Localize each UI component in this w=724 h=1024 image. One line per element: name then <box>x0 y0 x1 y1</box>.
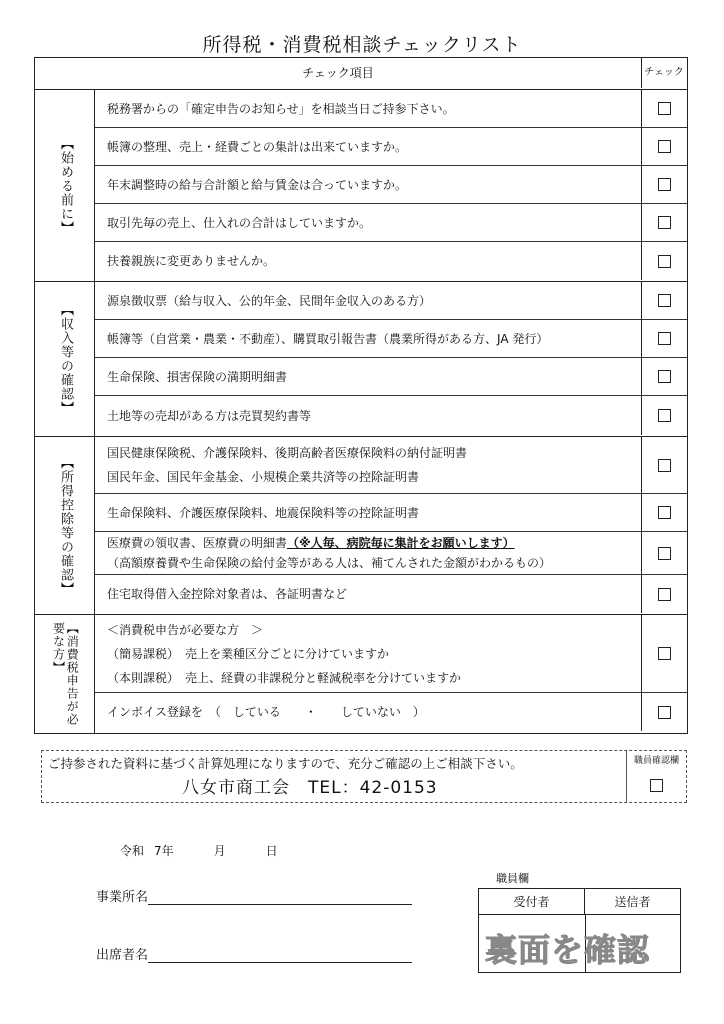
checkbox[interactable] <box>658 216 671 229</box>
list-item <box>95 575 687 613</box>
header-items: チェック項目 <box>302 66 374 80</box>
table-header <box>35 58 687 90</box>
date-month: 月 <box>213 844 226 858</box>
notice-box <box>41 750 687 803</box>
organization-contact: 八女市商工会 TEL：42-0153 <box>182 778 438 798</box>
staff-check-label: 職員確認欄 <box>633 756 679 766</box>
section-consumption-tax <box>35 615 687 733</box>
staff-table-caption: 職員欄 <box>496 872 529 885</box>
attendee-name-line[interactable] <box>148 946 412 963</box>
staff-check-cell <box>626 751 686 802</box>
date-line <box>120 842 278 859</box>
list-item <box>95 320 687 358</box>
attendee-name-field[interactable] <box>96 944 412 963</box>
item-text: 住宅取得借入金控除対象者は、各証明書など <box>107 587 348 601</box>
item-text: ＜消費税申告が必要な方 ＞ <box>107 622 264 637</box>
date-era: 令和 <box>120 844 145 858</box>
item-text: 生命保険、損害保険の満期明細書 <box>107 369 288 384</box>
staff-col-receiver: 受付者 <box>479 889 585 915</box>
checkbox[interactable] <box>658 647 671 660</box>
business-name-line[interactable] <box>148 888 412 905</box>
item-text: 帳簿等（自営業・農業・不動産）、購買取引報告書（農業所得がある方、JA 発行） <box>107 331 549 346</box>
notice-text: ご持参された資料に基づく計算処理になりますので、充分ご確認の上ご相談下さい。 <box>48 756 523 771</box>
business-name-label: 事業所名 <box>96 890 149 905</box>
staff-checkbox[interactable] <box>650 779 663 792</box>
list-item <box>95 693 687 731</box>
list-item <box>95 90 687 128</box>
header-check: チェック <box>641 58 686 88</box>
checkbox[interactable] <box>658 588 671 601</box>
item-text: 土地等の売却がある方は売買契約書等 <box>107 408 312 423</box>
checkbox[interactable] <box>658 409 671 422</box>
checkbox[interactable] <box>658 332 671 345</box>
staff-table <box>478 888 681 973</box>
date-day: 日 <box>265 844 278 858</box>
checkbox[interactable] <box>658 294 671 307</box>
item-text: （本則課税） 売上、経費の非課税分と軽減税率を分けていますか <box>107 670 462 685</box>
section-label: 【消費税申告が必要な方】 <box>35 615 95 733</box>
section-label: 【始める前に】 <box>35 90 95 281</box>
item-text: （簡易課税） 売上を業種区分ごとに分けていますか <box>107 646 390 661</box>
list-item <box>95 358 687 396</box>
checkbox[interactable] <box>658 459 671 472</box>
list-item <box>95 532 687 575</box>
item-text: 取引先毎の売上、仕入れの合計はしていますか。 <box>107 215 372 230</box>
item-text: 医療費の領収書、医療費の明細書 <box>107 536 288 550</box>
list-item <box>95 282 687 320</box>
page-title: 所得税・消費税相談チェックリスト <box>202 34 522 56</box>
staff-col-sender: 送信者 <box>585 889 680 915</box>
checkbox[interactable] <box>658 506 671 519</box>
item-text: 扶養親族に変更ありませんか。 <box>107 254 276 268</box>
item-text: 帳簿の整理、売上・経費ごとの集計は出来ていますか。 <box>107 139 408 154</box>
checkbox[interactable] <box>658 547 671 560</box>
item-text: 生命保険料、介護医療保険料、地震保険料等の控除証明書 <box>107 505 420 520</box>
checkbox[interactable] <box>658 178 671 191</box>
item-text: 年末調整時の給与合計額と給与賃金は合っていますか。 <box>107 177 408 192</box>
item-text: （高額療養費や生命保険の給付金等がある人は、補てんされた金額がわかるもの） <box>107 556 552 570</box>
list-item <box>95 396 687 435</box>
checkbox[interactable] <box>658 255 671 268</box>
see-reverse-stamp: 裏面を確認 <box>485 931 651 969</box>
section-deduction-check <box>35 437 687 615</box>
item-text: 税務署からの「確定申告のお知らせ」を相談当日ご持参下さい。 <box>107 101 455 116</box>
section-before-start <box>35 90 687 282</box>
section-income-check <box>35 282 687 437</box>
item-text: 国民年金、国民年金基金、小規模企業共済等の控除証明書 <box>107 470 420 484</box>
list-item <box>95 128 687 166</box>
list-item <box>95 242 687 280</box>
list-item <box>95 204 687 242</box>
list-item <box>95 615 687 693</box>
item-text: 源泉徴収票（給与収入、公的年金、民間年金収入のある方） <box>107 293 432 308</box>
checkbox[interactable] <box>658 102 671 115</box>
attendee-name-label: 出席者名 <box>96 948 149 963</box>
item-text: インボイス登録を （ している ・ していない ） <box>107 705 425 719</box>
checkbox[interactable] <box>658 370 671 383</box>
emphasis-note: （※人毎、病院毎に集計をお願いします） <box>287 536 515 550</box>
checkbox[interactable] <box>658 140 671 153</box>
item-text: 国民健康保険税、介護保険料、後期高齢者医療保険料の納付証明書 <box>107 446 468 460</box>
checkbox[interactable] <box>658 706 671 719</box>
list-item <box>95 494 687 532</box>
date-year: 7年 <box>154 844 174 858</box>
checklist-table <box>34 57 688 734</box>
section-label: 【所得控除等の確認】 <box>35 437 95 614</box>
list-item <box>95 166 687 204</box>
business-name-field[interactable] <box>96 886 412 905</box>
section-label: 【収入等の確認】 <box>35 282 95 436</box>
list-item <box>95 437 687 494</box>
